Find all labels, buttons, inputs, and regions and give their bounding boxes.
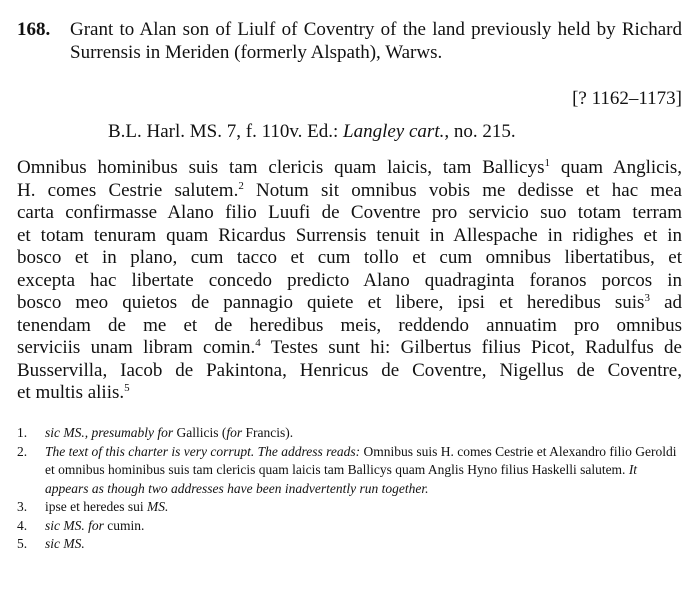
footnote bbox=[17, 517, 682, 536]
charter-line: tenendam de me et de heredibus meis, reddendo annuatim pro omnibus bbox=[17, 314, 682, 336]
charter-line bbox=[17, 382, 682, 405]
charter-line: et totam tenuram quam Ricardus Surrensis tenuit in Allespache in ridighes et in bbox=[17, 224, 682, 246]
footnote-number: 2. bbox=[17, 443, 28, 459]
footnote-editorial: The text of this charter is very corrupt. The address reads: bbox=[45, 443, 361, 459]
footnote-marker: 3 bbox=[644, 292, 650, 304]
footnote-number: 3. bbox=[17, 499, 28, 514]
charter-line: excepta hac libertate concedo predicto Alano quadraginta foranos porcos in bbox=[17, 269, 682, 291]
charter-line bbox=[17, 157, 682, 180]
charter-line bbox=[17, 180, 682, 203]
footnote-marker: 4 bbox=[255, 337, 261, 349]
entry-title: Grant to Alan son of Liulf of Coventry of the land previously held by Richard Surrensis in Meriden (formerly Alspath), Warws. bbox=[70, 19, 682, 63]
footnote bbox=[17, 424, 682, 443]
charter-text-run: quam Anglicis, bbox=[549, 157, 682, 178]
footnote-marker: 5 bbox=[124, 382, 130, 394]
entry-number: 168. bbox=[17, 19, 51, 40]
footnote-number: 4. bbox=[17, 517, 28, 533]
footnote-editorial: sic MS. for bbox=[45, 517, 104, 533]
footnote-number: 5. bbox=[17, 536, 28, 551]
charter-line: carta confirmasse Alano filio Luufi de Coventre pro servicio suo totam terram bbox=[17, 202, 682, 223]
footnote-text: Gallicis ( bbox=[173, 425, 227, 440]
charter-line: bosco et in plano, cum tacco et cum tollo et cum omnibus libertatibus, et bbox=[17, 247, 682, 268]
footnote-text: ipse et heredes sui bbox=[45, 499, 147, 514]
footnote-marker: 2 bbox=[238, 179, 244, 192]
footnote-editorial: It appears as though two addresses have been inadvertently run together. bbox=[45, 462, 638, 496]
charter-line: Busservilla, Iacob de Pakintona, Henricus de Coventre, Nigellus de Coventre, bbox=[17, 359, 682, 381]
charter-text-run: Omnibus hominibus suis tam clericis quam laicis, tam Ballicys bbox=[17, 157, 545, 178]
footnote-editorial: for bbox=[226, 425, 243, 440]
source-prefix: B.L. Harl. MS. 7, f. 110v. Ed.: bbox=[108, 121, 344, 142]
charter-text-run: et multis aliis. bbox=[17, 382, 125, 403]
source-reference bbox=[108, 121, 516, 143]
footnote-editorial: sic MS. bbox=[45, 536, 85, 551]
footnote bbox=[17, 498, 682, 517]
footnote-editorial: sic MS., presumably for bbox=[45, 425, 174, 440]
footnote bbox=[17, 443, 682, 499]
footnote-editorial: MS. bbox=[146, 499, 169, 514]
footnotes bbox=[17, 424, 682, 554]
source-suffix: , no. 215. bbox=[444, 121, 516, 142]
charter-text-run: bosco meo quietos de pannagio quiete et libere, ipsi et heredibus suis bbox=[17, 292, 645, 313]
charter-text-run: Testes sunt hi: Gilbertus filius Picot, Radulfus de bbox=[260, 337, 682, 358]
charter-text-run: H. comes Cestrie salutem. bbox=[17, 179, 239, 201]
source-edition: Langley cart. bbox=[343, 121, 445, 142]
charter-text-run: ad bbox=[649, 292, 682, 313]
footnote-text: Francis). bbox=[242, 425, 294, 440]
footnote-text: Omnibus suis H. comes Cestrie et Alexandro filio Geroldi et omnibus hominibus suis tam clericis quam laicis tam Ballicys quam Anglis Hyno filius Haskelli salutem. bbox=[45, 443, 677, 477]
entry-date: [? 1162–1173] bbox=[572, 88, 682, 109]
charter-line bbox=[17, 337, 682, 360]
footnote-marker: 1 bbox=[544, 157, 550, 169]
footnote-number: 1. bbox=[17, 425, 28, 440]
footnote-text: cumin. bbox=[103, 517, 145, 533]
charter-text bbox=[17, 157, 682, 405]
charter-text-run: Notum sit omnibus vobis me dedisse et hac mea bbox=[243, 179, 682, 201]
charter-text-run: serviciis unam libram comin. bbox=[17, 337, 256, 358]
charter-line bbox=[17, 292, 682, 315]
footnote bbox=[17, 535, 682, 554]
